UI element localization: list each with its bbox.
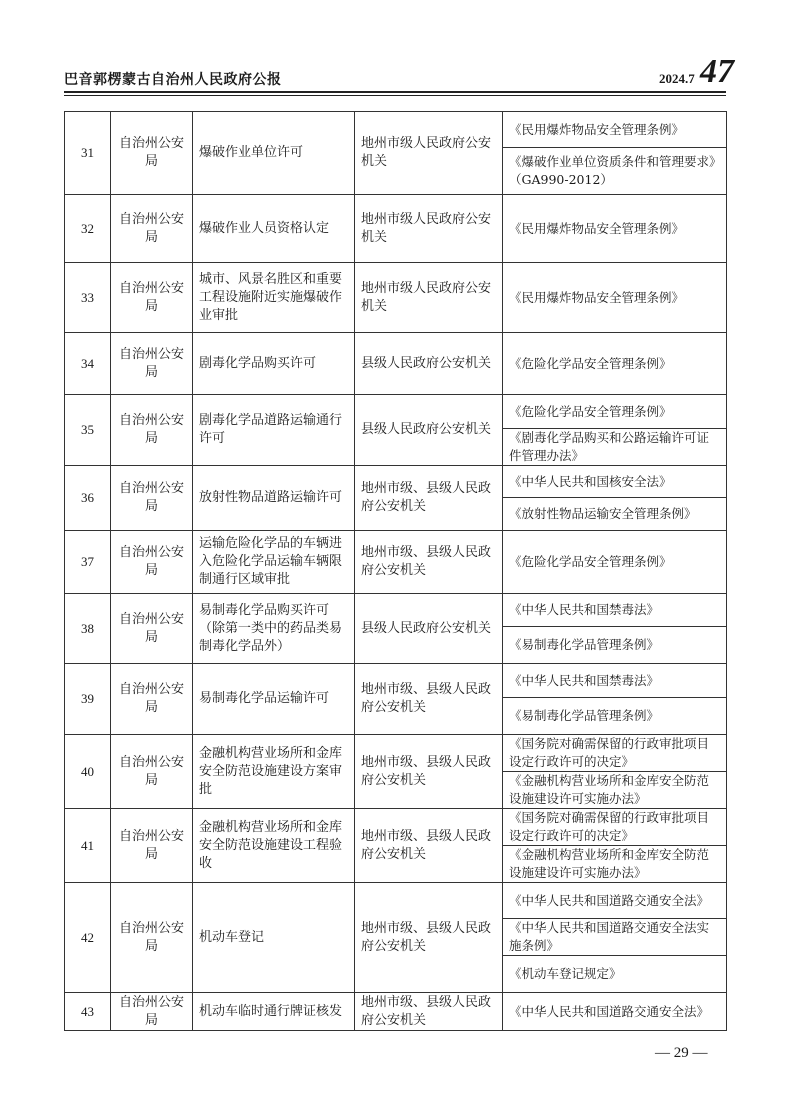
legal-basis-cell: 《机动车登记规定》 xyxy=(503,956,727,993)
legal-basis-cell: 《民用爆炸物品安全管理条例》 xyxy=(503,263,727,333)
legal-basis-cell: 《中华人民共和国道路交通安全法》 xyxy=(503,883,727,919)
legal-basis-cell: 《爆破作业单位资质条件和管理要求》（GA990-2012） xyxy=(503,148,727,195)
legal-basis-cell: 《中华人民共和国道路交通安全法实施条例》 xyxy=(503,919,727,956)
permit-item-cell: 易制毒化学品运输许可 xyxy=(193,664,355,735)
legal-basis-cell: 《金融机构营业场所和金库安全防范设施建设许可实施办法》 xyxy=(503,772,727,809)
table-row xyxy=(65,664,727,698)
table-row xyxy=(65,809,727,846)
department-cell: 自治州公安局 xyxy=(111,664,193,735)
authority-cell: 县级人民政府公安机关 xyxy=(355,333,503,395)
legal-basis-cell: 《放射性物品运输安全管理条例》 xyxy=(503,498,727,531)
legal-basis-cell: 《民用爆炸物品安全管理条例》 xyxy=(503,112,727,148)
authority-cell: 地州市级、县级人民政府公安机关 xyxy=(355,883,503,993)
department-cell: 自治州公安局 xyxy=(111,112,193,195)
authority-cell: 县级人民政府公安机关 xyxy=(355,594,503,664)
legal-basis-cell: 《剧毒化学品购买和公路运输许可证件管理办法》 xyxy=(503,429,727,466)
authority-cell: 地州市级人民政府公安机关 xyxy=(355,112,503,195)
legal-basis-cell: 《民用爆炸物品安全管理条例》 xyxy=(503,195,727,263)
authority-cell: 地州市级、县级人民政府公安机关 xyxy=(355,993,503,1031)
page-number: — 29 — xyxy=(655,1045,708,1061)
permit-item-cell: 放射性物品道路运输许可 xyxy=(193,466,355,531)
legal-basis-cell: 《国务院对确需保留的行政审批项目设定行政许可的决定》 xyxy=(503,809,727,846)
header-rule xyxy=(64,91,726,93)
legal-basis-cell: 《中华人民共和国禁毒法》 xyxy=(503,594,727,627)
permit-item-cell: 金融机构营业场所和金库安全防范设施建设工程验收 xyxy=(193,809,355,883)
authority-cell: 地州市级、县级人民政府公安机关 xyxy=(355,466,503,531)
permit-item-cell: 易制毒化学品购买许可（除第一类中的药品类易制毒化学品外） xyxy=(193,594,355,664)
permit-item-cell: 爆破作业单位许可 xyxy=(193,112,355,195)
department-cell: 自治州公安局 xyxy=(111,531,193,594)
authority-cell: 地州市级人民政府公安机关 xyxy=(355,263,503,333)
authority-cell: 县级人民政府公安机关 xyxy=(355,395,503,466)
permit-item-cell: 剧毒化学品道路运输通行许可 xyxy=(193,395,355,466)
row-number: 34 xyxy=(65,333,111,395)
legal-basis-cell: 《易制毒化学品管理条例》 xyxy=(503,627,727,664)
department-cell: 自治州公安局 xyxy=(111,735,193,809)
authority-cell: 地州市级、县级人民政府公安机关 xyxy=(355,531,503,594)
department-cell: 自治州公安局 xyxy=(111,195,193,263)
permit-item-cell: 运输危险化学品的车辆进入危险化学品运输车辆限制通行区域审批 xyxy=(193,531,355,594)
table-row xyxy=(65,112,727,148)
legal-basis-cell: 《易制毒化学品管理条例》 xyxy=(503,698,727,735)
row-number: 39 xyxy=(65,664,111,735)
row-number: 32 xyxy=(65,195,111,263)
legal-basis-cell: 《危险化学品安全管理条例》 xyxy=(503,395,727,429)
legal-basis-cell: 《国务院对确需保留的行政审批项目设定行政许可的决定》 xyxy=(503,735,727,772)
permit-table-body xyxy=(65,112,727,1031)
table-row xyxy=(65,883,727,919)
row-number: 35 xyxy=(65,395,111,466)
authority-cell: 地州市级人民政府公安机关 xyxy=(355,195,503,263)
table-row xyxy=(65,195,727,263)
legal-basis-cell: 《危险化学品安全管理条例》 xyxy=(503,333,727,395)
permit-item-cell: 爆破作业人员资格认定 xyxy=(193,195,355,263)
row-number: 33 xyxy=(65,263,111,333)
department-cell: 自治州公安局 xyxy=(111,333,193,395)
issue-date: 2024.7 xyxy=(659,71,695,86)
publication-title: 巴音郭楞蒙古自治州人民政府公报 xyxy=(64,72,282,88)
department-cell: 自治州公安局 xyxy=(111,395,193,466)
authority-cell: 地州市级、县级人民政府公安机关 xyxy=(355,664,503,735)
department-cell: 自治州公安局 xyxy=(111,809,193,883)
legal-basis-cell: 《危险化学品安全管理条例》 xyxy=(503,531,727,594)
row-number: 31 xyxy=(65,112,111,195)
permit-item-cell: 机动车登记 xyxy=(193,883,355,993)
table-row xyxy=(65,466,727,498)
department-cell: 自治州公安局 xyxy=(111,993,193,1031)
table-row xyxy=(65,395,727,429)
row-number: 40 xyxy=(65,735,111,809)
row-number: 42 xyxy=(65,883,111,993)
table-row xyxy=(65,531,727,594)
row-number: 37 xyxy=(65,531,111,594)
permit-item-cell: 城市、风景名胜区和重要工程设施附近实施爆破作业审批 xyxy=(193,263,355,333)
row-number: 41 xyxy=(65,809,111,883)
legal-basis-cell: 《中华人民共和国禁毒法》 xyxy=(503,664,727,698)
department-cell: 自治州公安局 xyxy=(111,594,193,664)
permit-table xyxy=(64,111,727,1031)
permit-item-cell: 剧毒化学品购买许可 xyxy=(193,333,355,395)
table-row xyxy=(65,594,727,627)
row-number: 36 xyxy=(65,466,111,531)
legal-basis-cell: 《中华人民共和国核安全法》 xyxy=(503,466,727,498)
table-row xyxy=(65,263,727,333)
permit-item-cell: 金融机构营业场所和金库安全防范设施建设方案审批 xyxy=(193,735,355,809)
row-number: 43 xyxy=(65,993,111,1031)
legal-basis-cell: 《中华人民共和国道路交通安全法》 xyxy=(503,993,727,1031)
department-cell: 自治州公安局 xyxy=(111,263,193,333)
table-row xyxy=(65,993,727,1031)
issue-number: 47 xyxy=(700,53,734,90)
header-rule-thin xyxy=(64,95,726,96)
legal-basis-cell: 《金融机构营业场所和金库安全防范设施建设许可实施办法》 xyxy=(503,846,727,883)
table-row xyxy=(65,735,727,772)
permit-item-cell: 机动车临时通行牌证核发 xyxy=(193,993,355,1031)
authority-cell: 地州市级、县级人民政府公安机关 xyxy=(355,809,503,883)
department-cell: 自治州公安局 xyxy=(111,466,193,531)
row-number: 38 xyxy=(65,594,111,664)
department-cell: 自治州公安局 xyxy=(111,883,193,993)
table-row xyxy=(65,333,727,395)
authority-cell: 地州市级、县级人民政府公安机关 xyxy=(355,735,503,809)
